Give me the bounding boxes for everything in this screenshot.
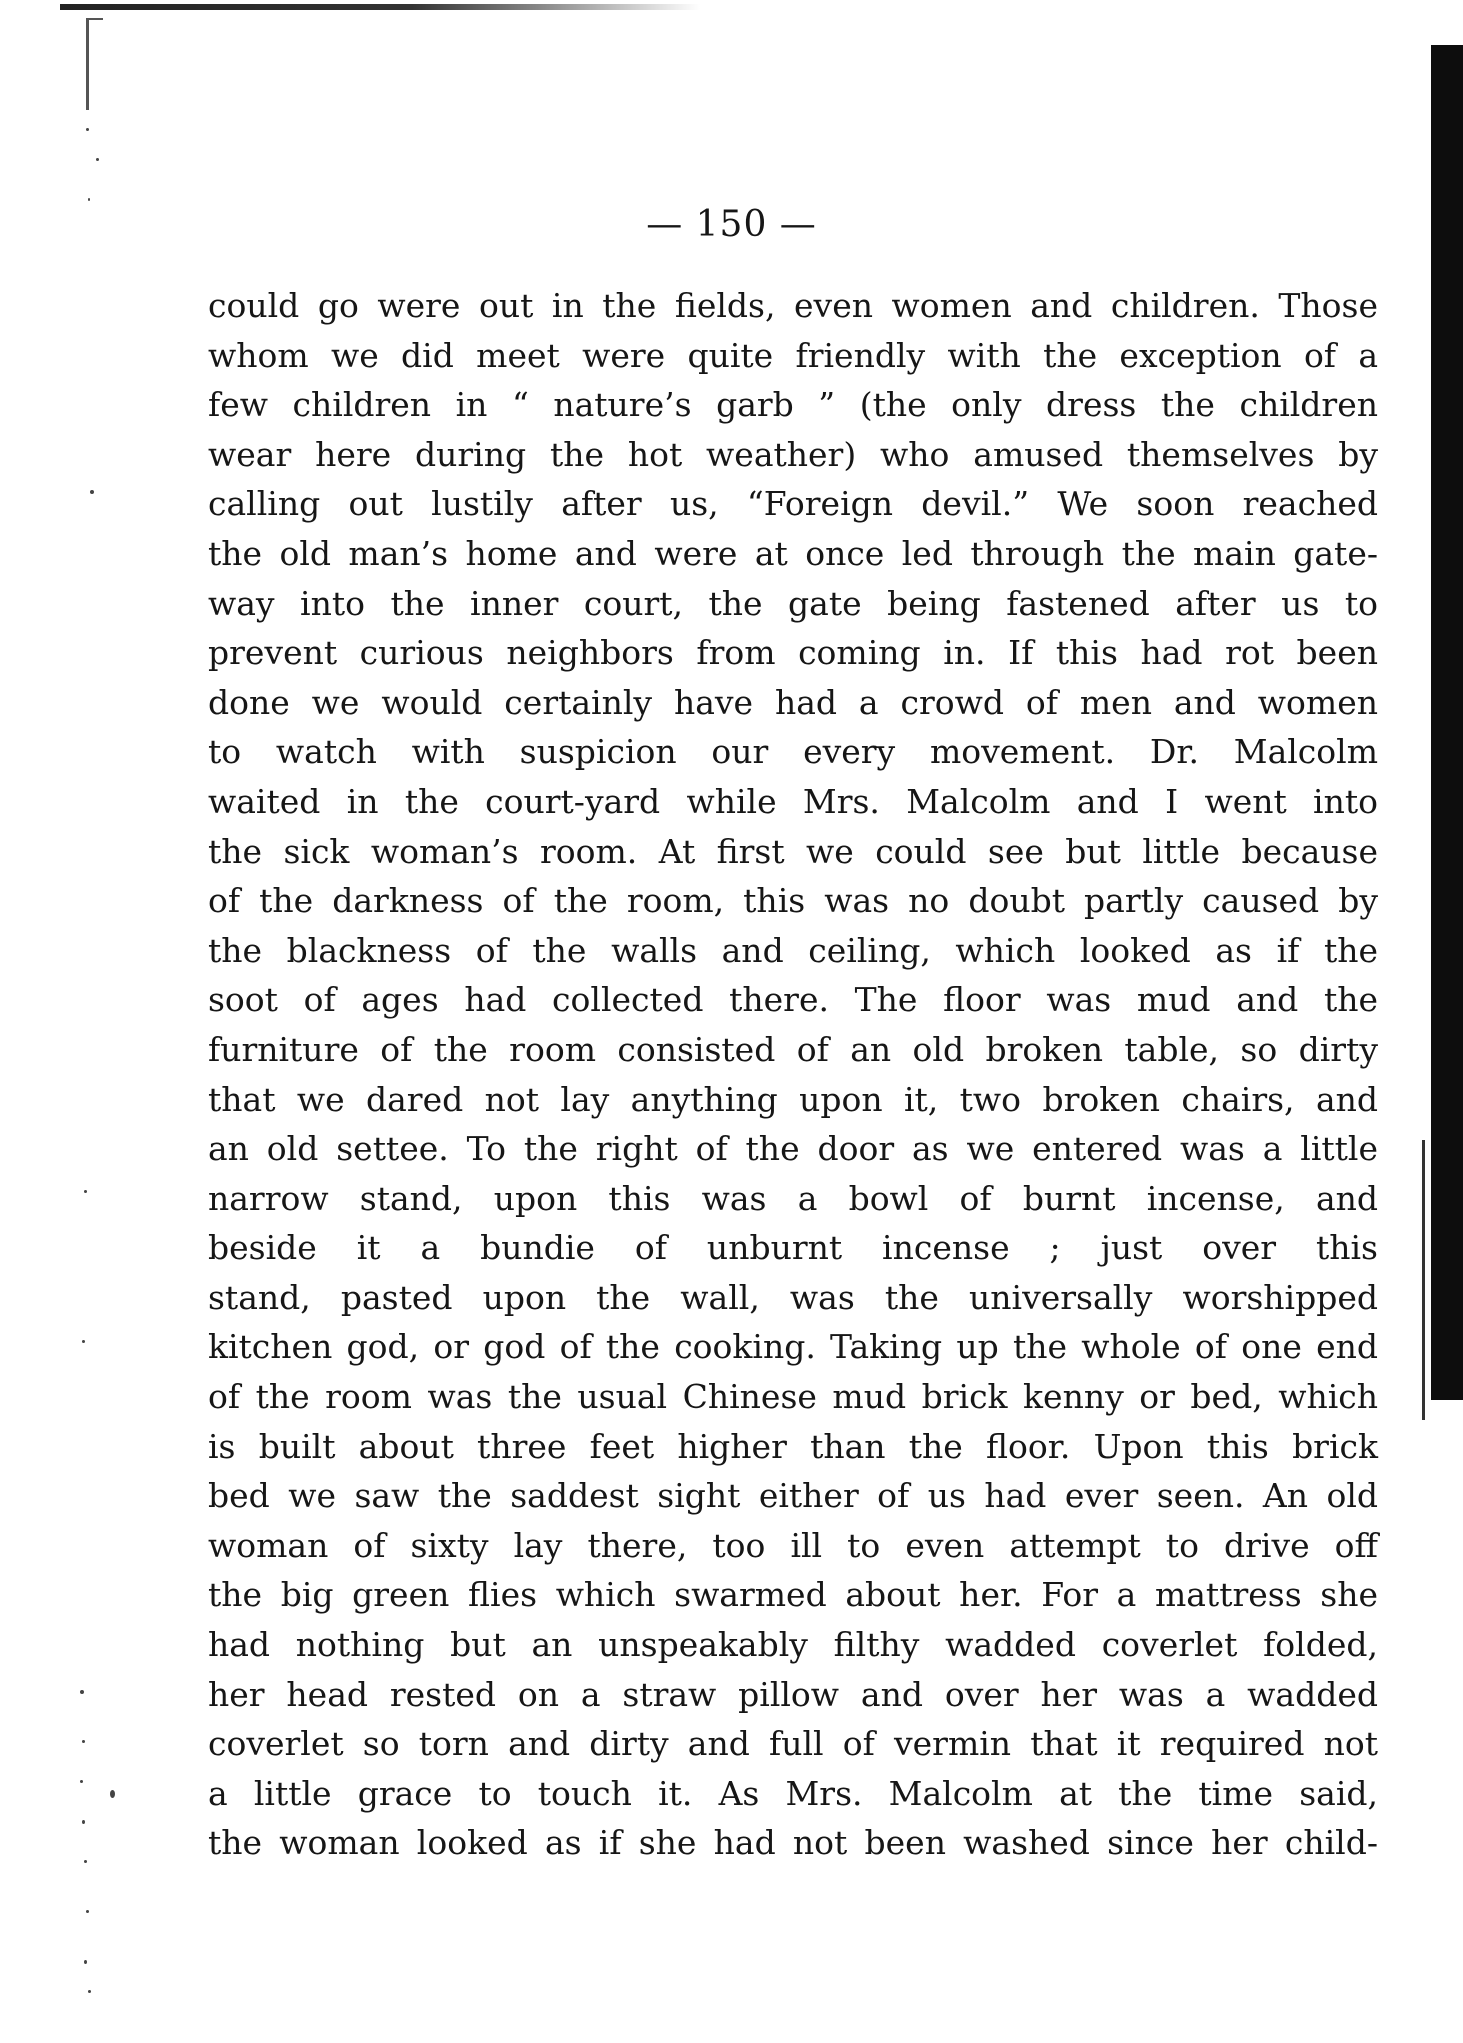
text-line: soot of ages had collected there. The floor was mud and the	[208, 980, 1378, 1020]
text-line: calling out lustily after us, “Foreign devil.” We soon reached	[208, 484, 1378, 524]
text-line: wear here during the hot weather) who amused themselves by	[208, 434, 1378, 474]
text-line: an old settee. To the right of the door as we entered was a little	[208, 1129, 1378, 1169]
text-line: the old man’s home and were at once led through the main gate-	[208, 533, 1378, 573]
text-line: prevent curious neighbors from coming in. If this had rot been	[208, 633, 1378, 673]
text-line: her head rested on a straw pillow and over her was a wadded	[208, 1674, 1378, 1714]
text-line: the big green flies which swarmed about her. For a mattress she	[208, 1575, 1378, 1615]
text-line: woman of sixty lay there, too ill to even attempt to drive off	[208, 1525, 1378, 1565]
scan-left-margin-specks	[60, 120, 120, 2020]
text-line: had nothing but an unspeakably filthy wadded coverlet folded,	[208, 1625, 1378, 1665]
text-line: the blackness of the walls and ceiling, which looked as if the	[208, 930, 1378, 970]
text-line: to watch with suspicion our every movement. Dr. Malcolm	[208, 732, 1378, 772]
speck	[86, 1910, 89, 1913]
text-line: the sick woman’s room. At first we could see but little because	[208, 831, 1378, 871]
text-line: stand, pasted upon the wall, was the universally worshipped	[208, 1277, 1378, 1317]
speck	[82, 1820, 85, 1824]
scan-corner-bracket	[86, 18, 103, 110]
text-line: done we would certainly have had a crowd of men and women	[208, 682, 1378, 722]
speck	[88, 1990, 91, 1993]
text-line: could go were out in the fields, even women and children. Those	[208, 286, 1378, 325]
text-line: way into the inner court, the gate being fastened after us to	[208, 583, 1378, 623]
text-line: furniture of the room consisted of an old broken table, so dirty	[208, 1029, 1378, 1069]
body-text	[208, 281, 1378, 1868]
speck	[86, 128, 89, 131]
speck	[80, 1690, 84, 1694]
text-line: kitchen god, or god of the cooking. Taking up the whole of one end	[208, 1327, 1378, 1367]
text-line: waited in the court-yard while Mrs. Malcolm and I went into	[208, 781, 1378, 821]
speck	[90, 490, 94, 494]
text-line: of the darkness of the room, this was no doubt partly caused by	[208, 881, 1378, 921]
speck	[82, 1740, 85, 1743]
text-line: of the room was the usual Chinese mud brick kenny or bed, which	[208, 1377, 1378, 1417]
scan-top-rule	[60, 4, 700, 10]
text-line: that we dared not lay anything upon it, two broken chairs, and	[208, 1079, 1378, 1119]
text-line: bed we saw the saddest sight either of us had ever seen. An old	[208, 1476, 1378, 1516]
speck	[96, 158, 99, 161]
text-line: coverlet so torn and dirty and full of vermin that it required not	[208, 1724, 1378, 1764]
speck	[80, 1780, 83, 1783]
text-line: the woman looked as if she had not been washed since her child-	[208, 1823, 1378, 1863]
scan-right-edge-tail	[1422, 1140, 1425, 1420]
speck	[84, 1860, 87, 1863]
text-line: beside it a bundie of unburnt incense ; just over this	[208, 1228, 1378, 1268]
text-line: narrow stand, upon this was a bowl of burnt incense, and	[208, 1178, 1378, 1218]
speck	[110, 1790, 115, 1798]
speck	[84, 1190, 87, 1193]
text-line: whom we did meet were quite friendly with the exception of a	[208, 335, 1378, 375]
speck	[84, 1960, 87, 1964]
text-line: is built about three feet higher than the floor. Upon this brick	[208, 1426, 1378, 1466]
text-line: a little grace to touch it. As Mrs. Malcolm at the time said,	[208, 1773, 1378, 1813]
text-line: few children in “ nature’s garb ” (the only dress the children	[208, 385, 1378, 425]
page-number: — 150 —	[646, 204, 817, 245]
speck	[82, 1340, 85, 1343]
